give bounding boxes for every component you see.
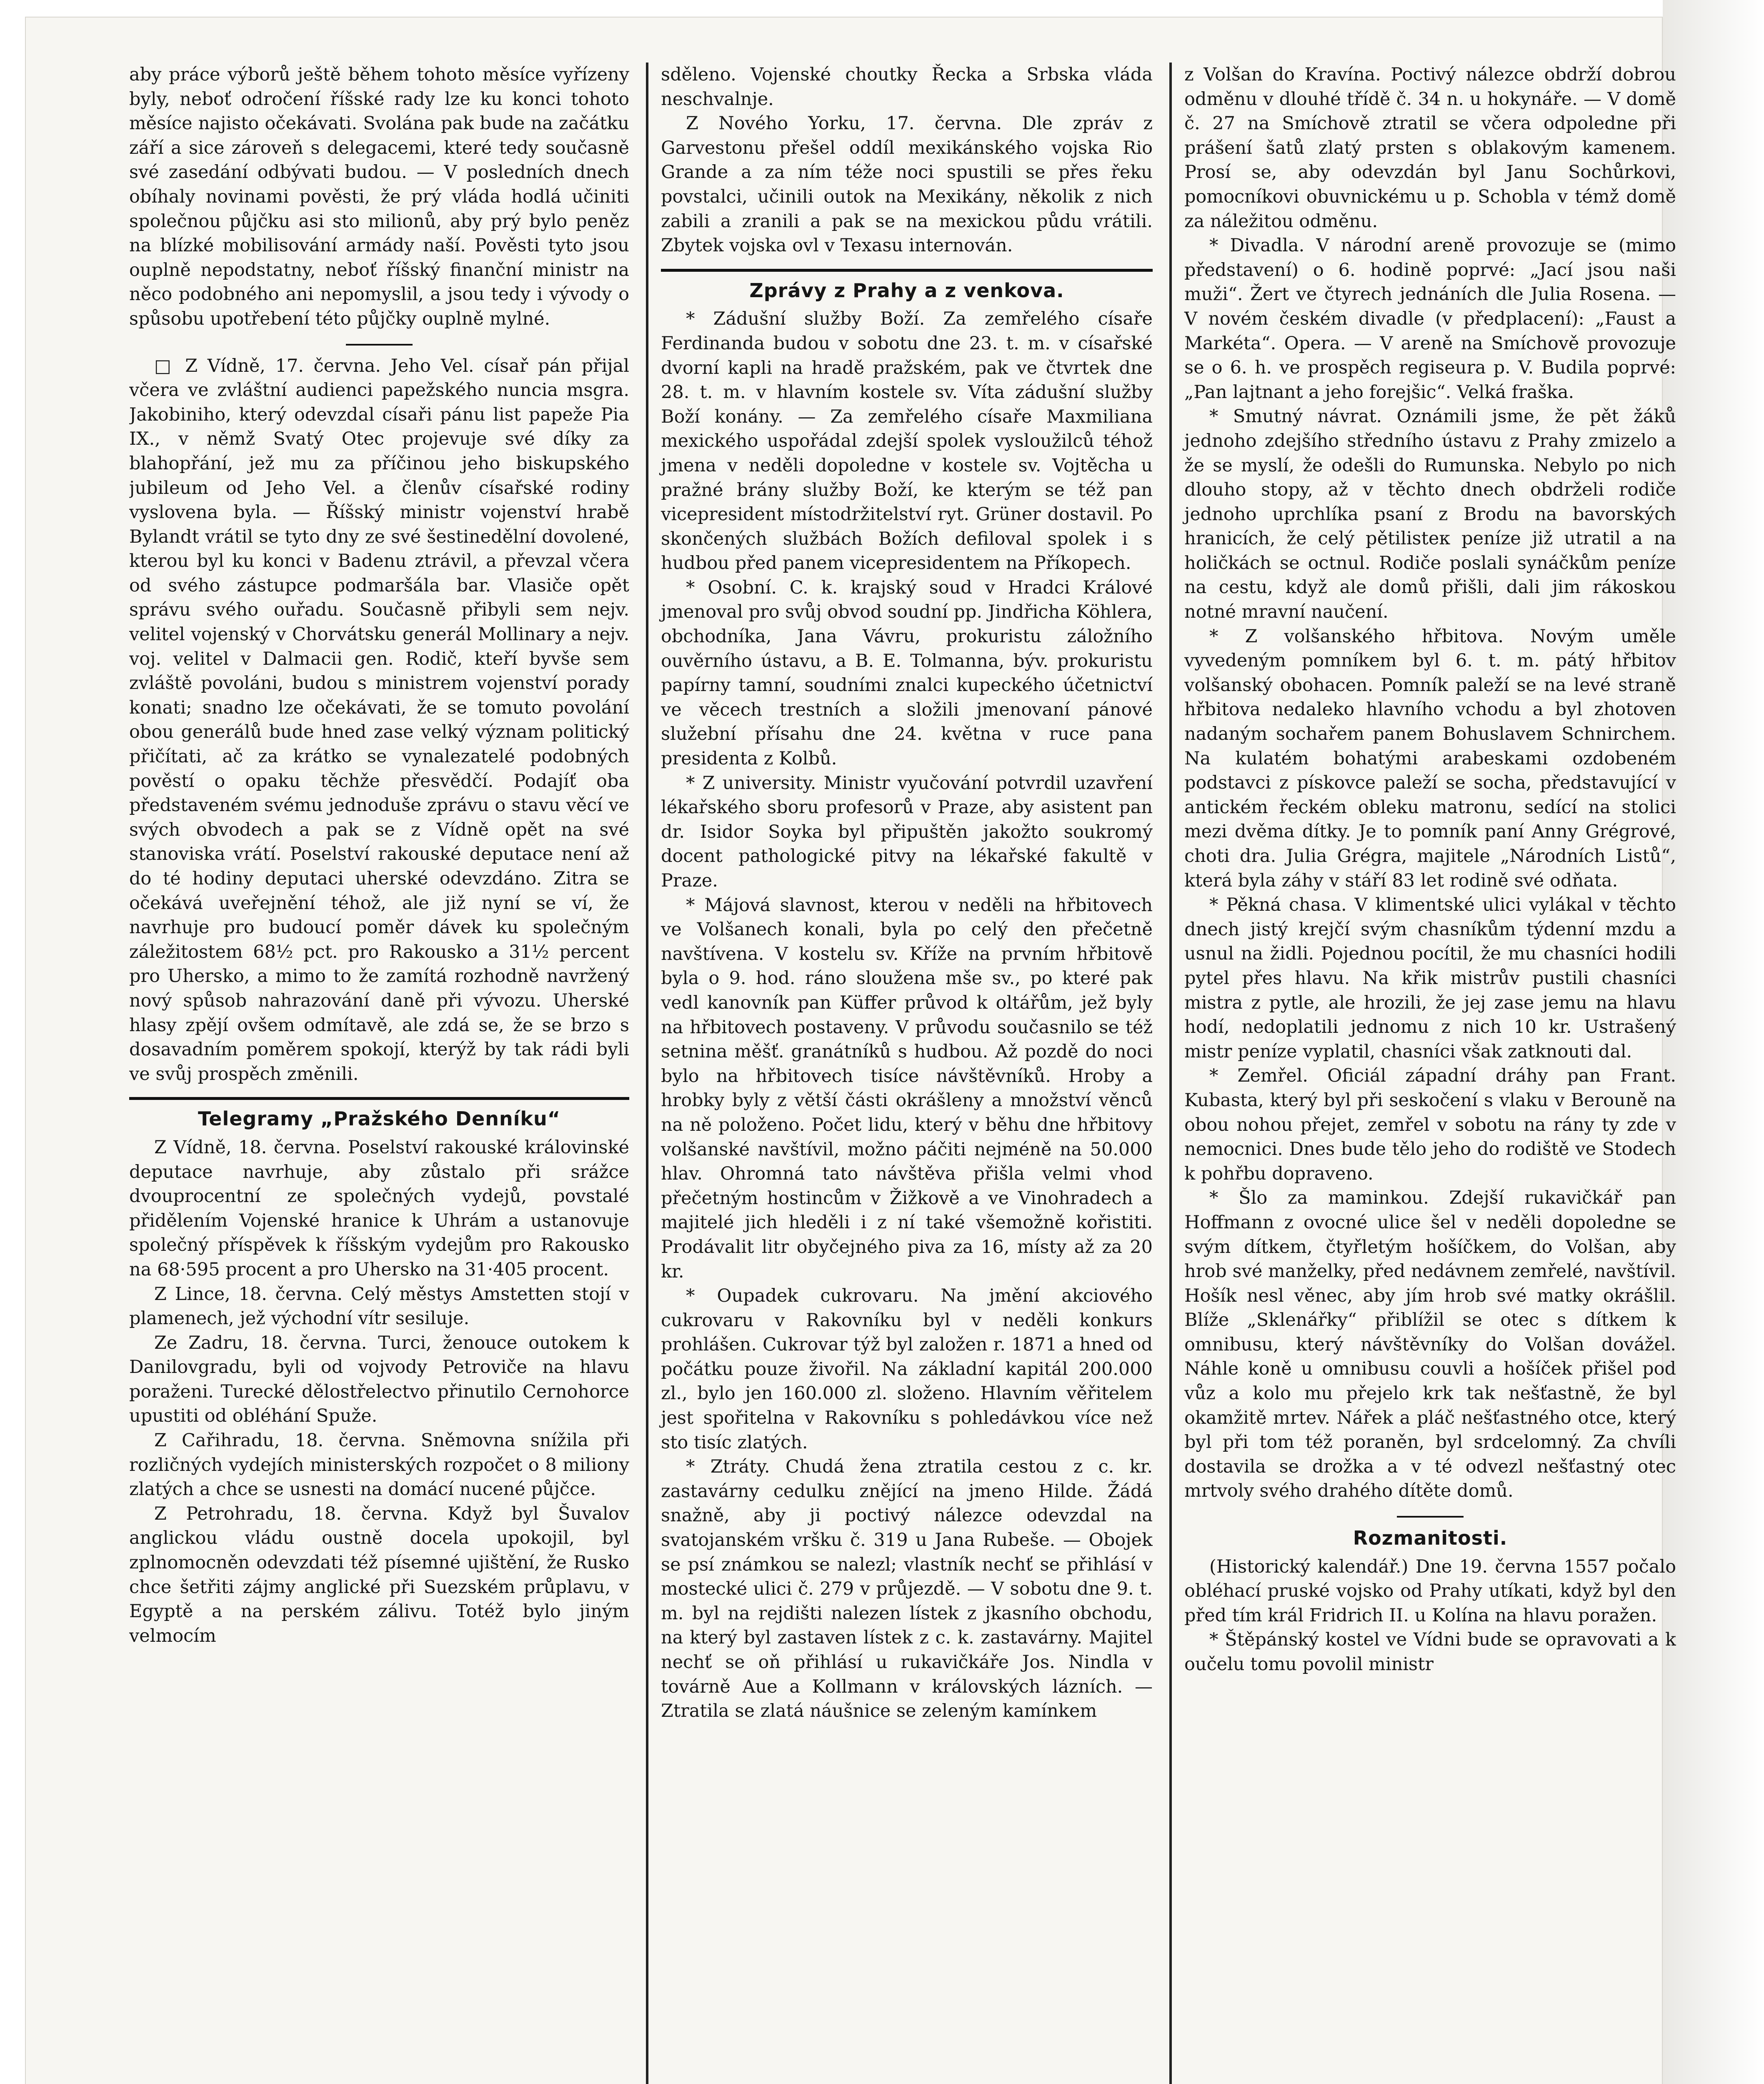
article-paragraph: * Z university. Ministr vyučování potvrdil uzavření lékařského sboru profesorů v Praze, aby asistent pan dr. Isidor Soyka byl připuštěn jakožto soukromý docent pathologické pitvy na lékařské fakultě v Praze. <box>661 772 1153 891</box>
article-paragraph: * Ztráty. Chudá žena ztratila cestou z c. kr. zastavárny cedulku znějící na jmeno Hilde. Žádá snažně, aby ji poctivý nálezce odevzdal na svatojanském vršku č. 319 u Jana Rubeše. — Obojek se psí známkou se nalezl; vlastník nechť se přihlásí v mostecké ulici č. 279 v průjezdě. — V sobotu dne 9. t. m. byl na rejdišti nalezen lístek z jkasního obchodu, na který byl zastaven lístek z c. k. zastavárny. Majitel nechť se oň přihlásí u rukavičkáře Jos. Nindla v továrně Aue a Kollmann v královských lázních. — Ztratila se zlatá náušnice se zeleným kamínkem <box>661 1456 1153 1722</box>
article-paragraph: * Smutný návrat. Oznámili jsme, že pět žáků jednoho zdejšího středního ústavu z Prahy zmizelo a že se myslí, že odešli do Rumunska. Nebylo po nich dlouho stopy, až v těchto dnech obdrželi rodiče jednoho uprchlíka psaní z Brodu na bavorských hranicích, že celý pětilisteк peníze již utratil a na holičkách se octnul. Rodiče poslali synáčkům peníze na cestu, když ale domů přišli, dali jim rákoskou notné mravní naučení. <box>1184 406 1676 623</box>
article-paragraph: Z Vídně, 18. června. Poselství rakouské královinské deputace navrhuje, aby zůstalo při srážce dvouprocentní ze společných vydejů, povstalé přidělením Vojenské hranice k Uhrám a ustanovuje společný příspěvek k říšským vydejům pro Rakousko na 68·595 procent a pro Uhersko na 31·405 procent. <box>129 1137 629 1280</box>
article-paragraph: * Šlo za maminkou. Zdejší rukavičkář pan Hoffmann z ovocné ulice šel v neděli dopoledne se svým dítkem, čtyřletým hošíčkem, do Volšan, aby hrob své manželky, před nedávnem zemřelé, navštívil. Hošík nesl věnec, aby jím hrob své matky okrášlil. Blíže „Sklenářky“ přiblížil se otec s dítkem k omnibusu, který návštěvníky do Volšan dovážel. Náhle koně u omnibusu couvli a hošíček přišel pod vůz a kolo mu přejelo krk tak nešťastně, že byl okamžitě mrtev. Nářek a pláč nešťastného otce, který byl při tom též poraněn, byl srdcelomný. Za chvíli dostavila se drožka a v té odvezl nešťastný otec mrtvoly svého drahého dítěte domů. <box>1184 1187 1676 1502</box>
column-1 <box>129 63 629 2084</box>
article-paragraph: * Oupadek cukrovaru. Na jmění akciového cukrovaru v Rakovníku byl v neděli konkurs prohlášen. Cukrovar týž byl založen r. 1871 a hned od počátku pouze živořil. Na základní kapitál 200.000 zl., bylo jen 160.000 zl. složeno. Hlavním věřitelem jest spořitelna v Rakovníku s pohledávkou více než sto tisíc zlatých. <box>661 1285 1153 1453</box>
article-paragraph: * Pěkná chasa. V klimentské ulici vylákal v těchto dnech jistý krejčí svým chasníkům týdenní mzdu a usnul na židli. Pojednou pocítil, že mu chasníci hodili pytel přes hlavu. Na křik mistrův pustili chasníci mistra z pytle, ale hrozili, že jej zase jemu na hlavu hodí, nedoplatili jednomu z nich 10 kr. Ustrašený mistr peníze vyplatil, chasníci však zatknouti dal. <box>1184 894 1676 1062</box>
article-paragraph: * Z volšanského hřbitova. Novým uměle vyvedeným pomníkem byl 6. t. m. pátý hřbitov volšanský obohacen. Pomník paleží se na levé straně hřbitova nedaleko hlavního vchodu a byl zhotoven nadaným sochařem panem Bohuslavem Schnirchem. Na kulatém bohatými arabeskami ozdobeném podstavci z pískovce paleží se socha, představující v antickém řeckém obleku matronu, sedící na stolici mezi dvěma dítky. Je to pomník paní Anny Grégrové, choti drа. Julia Grégra, majitele „Národních Listů“, která byla záhy v stáří 83 let rodině své odňata. <box>1184 626 1676 891</box>
article-paragraph: Z Nového Yorku, 17. června. Dle zpráv z Garvestonu přešel oddíl mexikánského vojska Rio Grande a za ním téže noci spustili se přes řeku povstalci, učinili outok na Mexikány, několik z nich zabili a zranili a pak se na mexickou půdu vrátili. Zbytek vojska ovl v Texasu internován. <box>661 113 1153 256</box>
article-paragraph: □ Z Vídně, 17. června. Jeho Vel. císař pán přijal včera ve zvláštní audienci papežského nuncia msgra. Jakobiniho, který odevzdal císaři pánu list papeže Pia IX., v němž Svatý Otec projevuje své díky za blahopřání, jež mu za příčinou jeho biskupského jubileum od Jeho Vel. a členův císařské rodiny vyslovena byla. — Říšský ministr vojenství hrabě Bylandt vrátil se tyto dny ze své šestinedělní dovolené, kterou byl ku konci v Badenu ztrávil, a převzal včera od svého zástupce podmaršála bar. Vlasiče opět správu svého ouřadu. Současně přibyli sem nejv. velitel vojenský v Chorvátsku generál Mollinary a nejv. voj. velitel v Dalmacii gen. Rodič, kteří byvše sem zvláště povoláni, budou s ministrem vojenství porady konati; snadno lze očekávati, že se tomuto povolání obou generálů bude hned zase velký význam politický přičítati, ač za krátko se vynalezatelé podobných pověstí o opaku těchže přesvědčí. Podajíť oba představeném svému jednoduše zprávu o stavu věcí ve svých obvodech a pak se z Vídně opět na své stanoviska vrátí. Poselství rakouské deputace není až do té hodiny deputaci uherské odevzdáno. Zitra se očekává uveřejnění téhož, ale již nyní se ví, že navrhuje pro budoucí poměr dávek ku společným záležitostem 68½ pct. pro Rakousko a 31½ percent pro Uhersko, a mimo to že zamítá rozhodně navržený nový spůsob nahrazování daně při vývozu. Uherské hlasy zpějí ovšem odmítavě, ale zdá se, že se brzo s dosavadním poměrem spokojí, kterýž by tak rádi byli ve svůj prospěch změnili. <box>129 355 629 1085</box>
article-paragraph: Z Lince, 18. června. Celý městys Amstetten stojí v plamenech, jež východní vítr sesiluje. <box>129 1283 629 1329</box>
article-paragraph: * Štěpánský kostel ve Vídni bude se opravovati a k oučelu tomu povolil ministr <box>1184 1629 1676 1675</box>
article-paragraph: Ze Zadru, 18. června. Turci, ženouce outokem k Danilovgradu, byli od vojvody Petroviče na hlavu poraženi. Turecké dělostřelectvo přinutilo Cernohorce upustiti od obléhání Spuže. <box>129 1332 629 1427</box>
article-paragraph: z Volšan do Kravína. Poctivý nálezce obdrží dobrou odměnu v dlouhé třídě č. 34 n. u hokynáře. — V domě č. 27 na Smíchově ztratil se včera odpoledne při prášení šatů zlatý prsten s oblakovým kamenem. Prosí se, aby odevzdán byl Janu Sochůrkovi, pomocníkovi obuvnickému u p. Schobla v témž domě za náležitou odměnu. <box>1184 64 1676 232</box>
article-paragraph: * Zádušní služby Boží. Za zemřelého císaře Ferdinanda budou v sobotu dne 23. t. m. v císařské dvorní kapli na hradě pražském, pak ve čtvrtek dne 28. t. m. v hlavním kostele sv. Víta zádušní služby Boží konány. — Za zemřelého císaře Maxmiliana mexického uspořádal zdejší spolek vysloužilců téhož jmena v neděli dopoledne v kostele sv. Vojtěcha u pražné brány služby Boží, ke kterým se též pan vicepresident místodržitelství ryt. Grüner dostavil. Po skončených službách Božích defiloval spolek i s hudbou před panem vicepresidentem na Příkopech. <box>661 308 1153 574</box>
short-divider <box>346 344 413 346</box>
article-paragraph: * Zemřel. Oficiál západní dráhy pan Frant. Kubasta, který byl při seskočení s vlaku v Berouně na obou nohou přejet, zemřel v sobotu na rány ty zde v nemocnici. Dnes bude tělo jeho do rodiště ve Stodech k pohřbu dopraveno. <box>1184 1065 1676 1184</box>
newspaper-columns <box>129 63 1696 2084</box>
article-paragraph: Z Cařihradu, 18. června. Sněmovna snížila při rozličných vydejích ministerských rozpočet o 8 miliony zlatých a chce se usnesti na domácí nucené půjčce. <box>129 1430 629 1500</box>
article-paragraph: sděleno. Vojenské choutky Řecka a Srbska vláda neschvalnje. <box>661 64 1153 110</box>
article-paragraph: (Historický kalendář.) Dne 19. června 1557 počalo obléhací pruské vojsko od Prahy utíkati, když byl den před tím král Fridrich II. u Kolína na hlavu poražen. <box>1184 1556 1676 1626</box>
column-3 <box>1169 63 1676 2084</box>
article-paragraph: Z Petrohradu, 18. června. Když byl Šuvalov anglickou vládu oustně docela upokojil, byl zplnomocněn odevzdati též písemné ujištění, že Rusko chce šetřiti zájmy anglické při Suezském průplavu, v Egyptě a na perském zálivu. Totéž bylo jiným velmocím <box>129 1503 629 1646</box>
article-paragraph: * Divadla. V národní areně provozuje se (mimo představení) o 6. hodině poprvé: „Jací jsou naši muži“. Žert ve čtyrech jednáních dle Julia Rosena. — V novém českém divadle (v předplacení): „Faust a Markéta“. Opera. — V areně na Smíchově provozuje se o 6. h. ve prospěch regiseura p. V. Budila poprvé: „Pan lajtnant a jeho forejšic“. Velká fraška. <box>1184 235 1676 403</box>
article-paragraph: * Májová slavnost, kterou v neděli na hřbitovech ve Volšanech konali, byla po celý den přečetně navštívena. V kostelu sv. Kříže na prvním hřbitově byla o 9. hod. ráno sloužena mše sv., po které pak vedl kanovník pan Küffer průvod k oltářům, jež byly na hřbitovech postaveny. V průvodu současnilo se též setnina měšť. granátníků s hudbou. Až pozdě do noci bylo na hřbitovech tisíce návštěvníků. Hroby a hrobky byly z větší části okrášleny a množství věnců na ně položeno. Počet lidu, který v běhu dne hřbitovy volšanské navštívil, možno páčiti nejméně na 50.000 hlav. Ohromná tato návštěva přišla velmi vhod přečetným hostincům v Žižkově a ve Vinohradech a majitelé jich hleděli i z ní také všemožně kořistiti. Prodávalit litr obyčejného piva za 16, místy až za 20 kr. <box>661 894 1153 1282</box>
section-heading: Telegramy „Pražského Denníku“ <box>198 1107 560 1130</box>
article-paragraph: aby práce výborů ještě během tohoto měsíce vyřízeny byly, neboť odročení říšské rady lze ku konci tohoto měsíce najisto očekávati. Svolána pak bude na začátku září a sice zároveň s delegacemi, které tedy současně své zasedání odbývati budou. — V posledních dnech obíhaly novinami pověsti, že prý vláda hodlá učiniti společnou půjčku asi sto milionů, aby prý bylo peněz na blízké mobilisování armády naší. Pověsti tyto jsou ouplně nepodstatny, neboť říšský finanční ministr na něco podobného ani nepomyslil, a jsou tedy i vývody o spůsobu upotřebení této půjčky ouplně mylné. <box>129 64 629 329</box>
column-2 <box>646 63 1153 2084</box>
section-divider <box>661 269 1153 272</box>
section-heading: Zprávy z Prahy a z venkova. <box>749 279 1064 302</box>
section-heading: Rozmanitosti. <box>1353 1527 1508 1550</box>
short-divider <box>1397 1516 1464 1518</box>
article-paragraph: * Osobní. C. k. krajský soud v Hradci Králové jmenoval pro svůj obvod soudní pp. Jindřicha Köhlera, obchodníka, Jana Vávru, prokuristu záložního ouvěrního ústavu, a B. E. Tolmanna, býv. prokuristu papírny tamní, soudními znalci kupeckého účetnictví ve věcech trestních a složili jmenovaní pánové služební přísahu dne 24. května v ruce pana presidenta z Kolbů. <box>661 577 1153 769</box>
section-divider <box>129 1097 629 1100</box>
